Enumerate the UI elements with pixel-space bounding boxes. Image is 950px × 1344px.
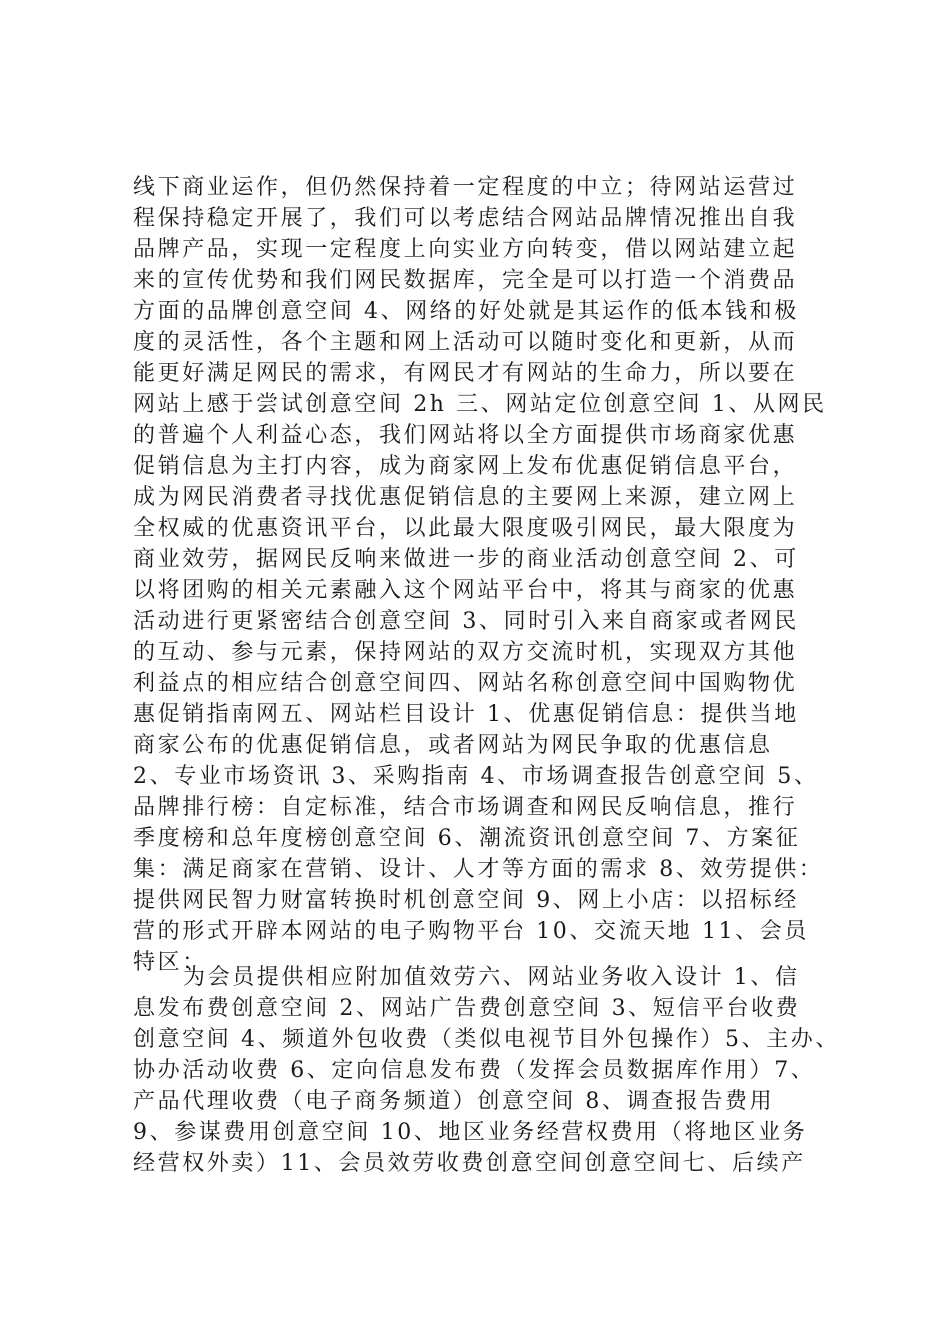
text-line: 线下商业运作，但仍然保持着一定程度的中立；待网站运营过 <box>133 175 798 200</box>
text-line: 成为网民消费者寻找优惠促销信息的主要网上来源，建立网上 <box>133 485 798 510</box>
text-line: 品牌排行榜：自定标准，结合市场调查和网民反响信息，推行 <box>133 795 798 820</box>
text-line: 商业效劳，据网民反响来做进一步的商业活动创意空间 2、可 <box>133 547 799 572</box>
text-line: 息发布费创意空间 2、网站广告费创意空间 3、短信平台收费 <box>133 996 801 1021</box>
text-line: 以将团购的相关元素融入这个网站平台中，将其与商家的优惠 <box>133 578 798 603</box>
text-line: 方面的品牌创意空间 4、网络的好处就是其运作的低本钱和极 <box>133 299 799 324</box>
text-line: 能更好满足网民的需求，有网民才有网站的生命力，所以要在 <box>133 361 798 386</box>
text-line: 利益点的相应结合创意空间四、网站名称创意空间中国购物优 <box>133 671 798 696</box>
text-line: 程保持稳定开展了，我们可以考虑结合网站品牌情况推出自我 <box>133 206 798 231</box>
text-line: 品牌产品，实现一定程度上向实业方向转变，借以网站建立起 <box>133 237 798 262</box>
text-line: 经营权外卖）11、会员效劳收费创意空间创意空间七、后续产 <box>133 1151 806 1176</box>
text-line: 集：满足商家在营销、设计、人才等方面的需求 8、效劳提供： <box>133 857 824 882</box>
text-line: 促销信息为主打内容，成为商家网上发布优惠促销信息平台， <box>133 454 798 479</box>
text-line: 特区： <box>133 950 207 975</box>
text-line: 惠促销指南网五、网站栏目设计 1、优惠促销信息：提供当地 <box>133 702 799 727</box>
text-line: 度的灵活性，各个主题和网上活动可以随时变化和更新，从而 <box>133 330 798 355</box>
text-line: 营的形式开辟本网站的电子购物平台 10、交流天地 11、会员 <box>133 919 809 944</box>
text-line: 9、参谋费用创意空间 10、地区业务经营权费用（将地区业务 <box>133 1120 808 1145</box>
text-line: 来的宣传优势和我们网民数据库，完全是可以打造一个消费品 <box>133 268 798 293</box>
text-line: 协办活动收费 6、定向信息发布费（发挥会员数据库作用）7、 <box>133 1058 816 1083</box>
text-line: 活动进行更紧密结合创意空间 3、同时引入来自商家或者网民 <box>133 609 799 634</box>
text-line: 创意空间 4、频道外包收费（类似电视节目外包操作）5、主办、 <box>133 1027 840 1052</box>
paragraph-1 <box>133 172 833 978</box>
text-line: 提供网民智力财富转换时机创意空间 9、网上小店：以招标经 <box>133 888 799 913</box>
paragraph-2 <box>133 962 840 1179</box>
text-line: 网站上感于尝试创意空间 2h 三、网站定位创意空间 1、从网民 <box>133 392 827 417</box>
text-line: 为会员提供相应附加值效劳六、网站业务收入设计 1、信 <box>183 965 800 990</box>
text-line: 2、专业市场资讯 3、采购指南 4、市场调查报告创意空间 5、 <box>133 764 819 789</box>
text-line: 的互动、参与元素，保持网站的双方交流时机，实现双方其他 <box>133 640 798 665</box>
text-line: 季度榜和总年度榜创意空间 6、潮流资讯创意空间 7、方案征 <box>133 826 801 851</box>
text-line: 产品代理收费（电子商务频道）创意空间 8、调查报告费用 <box>133 1089 775 1114</box>
text-line: 商家公布的优惠促销信息，或者网站为网民争取的优惠信息 <box>133 733 773 758</box>
text-line: 的普遍个人利益心态，我们网站将以全方面提供市场商家优惠 <box>133 423 798 448</box>
text-line: 全权威的优惠资讯平台，以此最大限度吸引网民，最大限度为 <box>133 516 798 541</box>
